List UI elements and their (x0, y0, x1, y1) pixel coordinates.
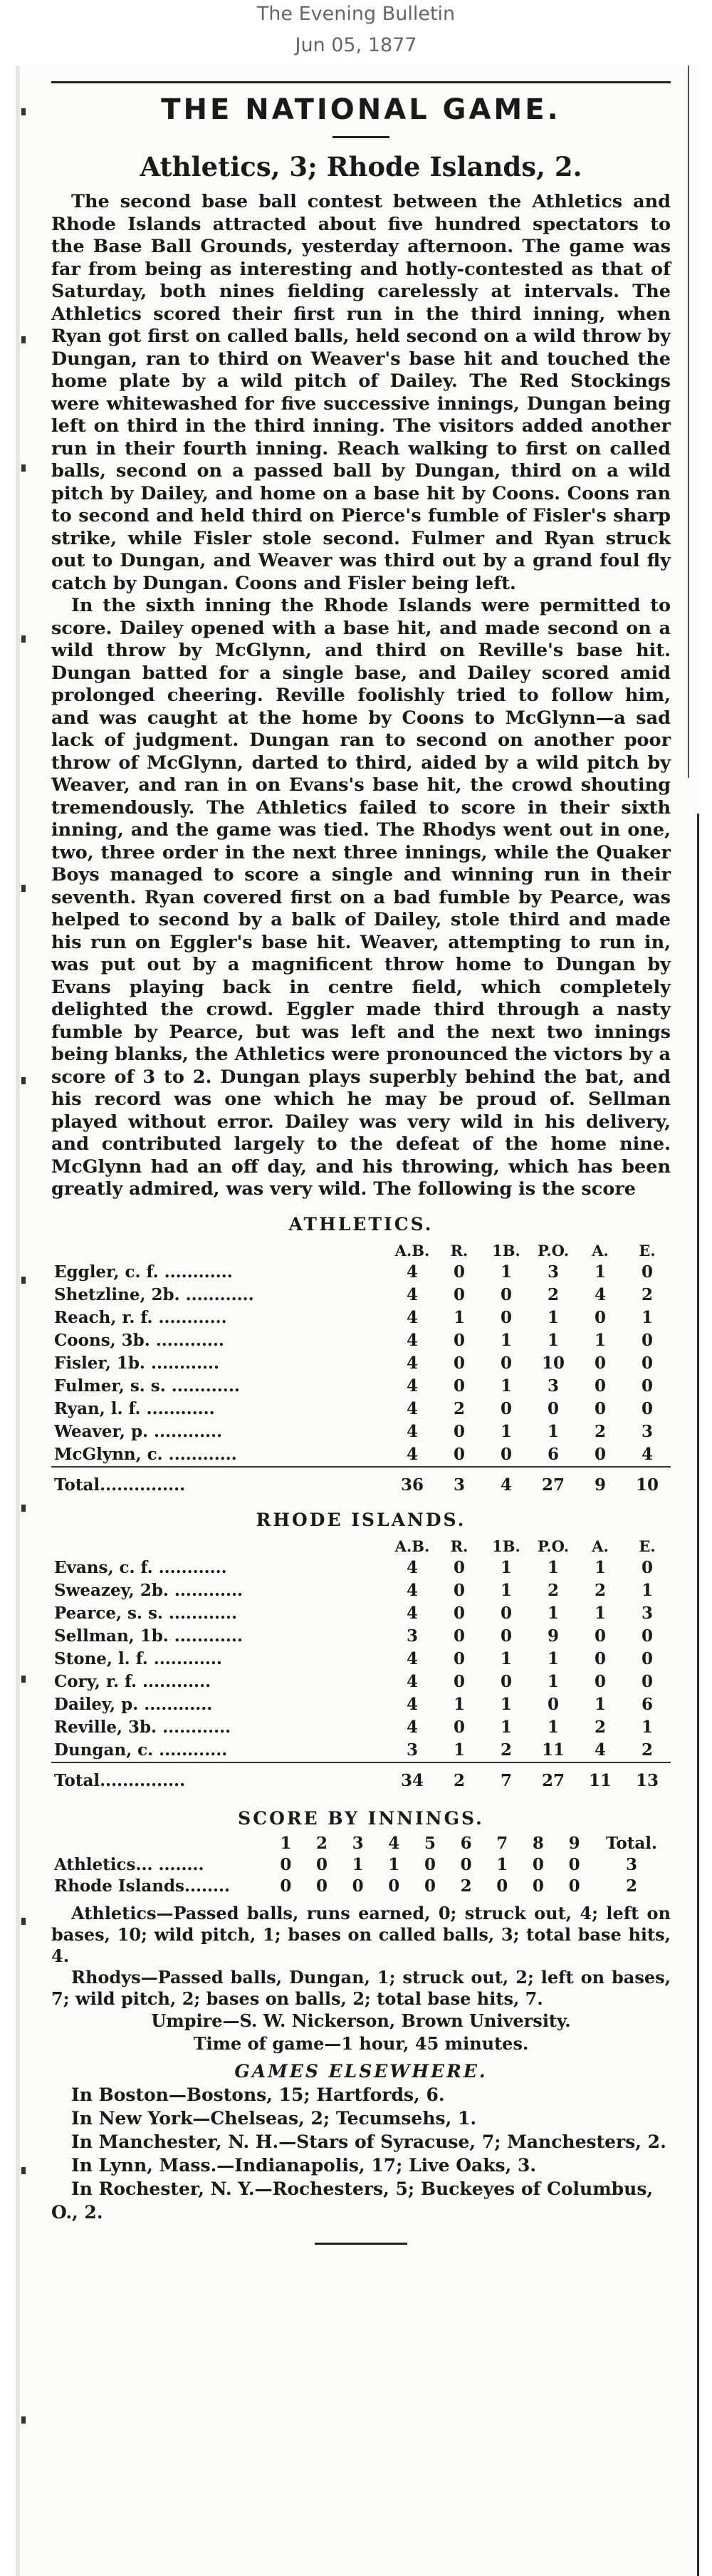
rhode-islands-box-score (51, 1536, 671, 1792)
inning-score: 0 (568, 1876, 580, 1896)
stat-cell: 2 (547, 1580, 559, 1600)
stat-cell: 0 (500, 1307, 512, 1327)
stat-cell: 0 (594, 1353, 606, 1373)
total-cell: 36 (389, 1467, 436, 1497)
stat-cell: 11 (541, 1740, 565, 1760)
stat-cell: 0 (500, 1626, 512, 1646)
col-header: E. (639, 1537, 656, 1555)
player-name: Stone, l. f. ............ (54, 1648, 222, 1668)
stat-cell: 0 (641, 1376, 653, 1396)
stat-cell: 1 (547, 1717, 559, 1737)
player-row (51, 1375, 671, 1398)
total-cell: 27 (530, 1467, 577, 1497)
stat-cell: 0 (453, 1330, 465, 1350)
stat-cell: 0 (453, 1284, 465, 1304)
inning-score: 1 (496, 1854, 508, 1874)
left-margin-shadow (16, 66, 20, 2576)
section-rule (51, 81, 671, 83)
player-row (51, 1716, 671, 1739)
stat-cell: 6 (641, 1694, 653, 1714)
inning-number: 7 (496, 1833, 508, 1853)
player-name: McGlynn, c. ............ (54, 1444, 237, 1464)
inning-number: 6 (460, 1833, 472, 1853)
inning-number: 3 (352, 1833, 364, 1853)
stat-cell: 1 (547, 1330, 559, 1350)
game-result: In Manchester, N. H.—Stars of Syracuse, 7; Manchesters, 2. (71, 2131, 666, 2152)
stat-cell: 1 (547, 1421, 559, 1441)
stat-cell: 4 (406, 1694, 418, 1714)
stat-cell: 1 (641, 1580, 653, 1600)
col-header: E. (639, 1241, 656, 1260)
total-cell: 34 (389, 1762, 436, 1792)
stat-cell: 0 (500, 1603, 512, 1623)
col-header: A. (592, 1241, 609, 1260)
stat-cell: 0 (547, 1694, 559, 1714)
col-header: A. (592, 1537, 609, 1555)
stat-cell: 2 (594, 1717, 606, 1737)
score-by-innings (51, 1833, 671, 1897)
athletics-box-score (51, 1240, 671, 1497)
inning-score: 0 (315, 1876, 328, 1896)
stat-cell: 4 (406, 1284, 418, 1304)
stat-cell: 2 (453, 1398, 465, 1418)
stat-cell: 1 (547, 1671, 559, 1691)
stat-cell: 1 (500, 1717, 512, 1737)
stat-cell: 0 (594, 1376, 606, 1396)
col-header: R. (450, 1537, 468, 1555)
stat-cell: 0 (594, 1398, 606, 1418)
stat-cell: 0 (453, 1421, 465, 1441)
stat-cell: 1 (500, 1376, 512, 1396)
note-paragraph: Athletics—Passed balls, runs earned, 0; struck out, 4; left on bases, 10; wild pitch, 1; bases on called balls, 3; total base hits, 4. (51, 1902, 671, 1966)
note-paragraph: Rhodys—Passed balls, Dungan, 1; struck out, 2; left on bases, 7; wild pitch, 2; bases on balls, 2; total base hits, 7. (51, 1966, 671, 2009)
stat-cell: 1 (594, 1694, 606, 1714)
stat-cell: 0 (500, 1284, 512, 1304)
total-cell: 2 (436, 1762, 483, 1792)
stat-cell: 0 (500, 1444, 512, 1464)
player-row (51, 1352, 671, 1375)
stat-cell: 1 (641, 1717, 653, 1737)
player-row (51, 1739, 671, 1762)
publication-date: Jun 05, 1877 (295, 34, 417, 56)
stat-cell: 3 (406, 1740, 418, 1760)
inning-score: 0 (460, 1854, 472, 1874)
player-row (51, 1602, 671, 1625)
col-header: R. (450, 1241, 468, 1260)
newspaper-clipping (16, 66, 699, 2576)
stat-cell: 2 (641, 1284, 653, 1304)
stat-cell: 4 (406, 1353, 418, 1373)
stat-cell: 1 (547, 1603, 559, 1623)
stat-cell: 0 (641, 1671, 653, 1691)
innings-team: Rhode Islands........ (54, 1876, 231, 1896)
inning-score: 0 (532, 1876, 544, 1896)
stat-cell: 3 (547, 1262, 559, 1282)
stat-cell: 3 (641, 1421, 653, 1441)
column-rule-lower (697, 814, 699, 2576)
total-cell: 13 (624, 1762, 671, 1792)
inning-score: 0 (496, 1876, 508, 1896)
total-cell: 3 (436, 1467, 483, 1497)
stat-cell: 0 (453, 1262, 465, 1282)
stat-cell: 0 (453, 1444, 465, 1464)
col-header: 1B. (492, 1241, 520, 1260)
stat-cell: 1 (547, 1557, 559, 1577)
innings-team: Athletics... ........ (54, 1854, 204, 1874)
total-label: Total............... (51, 1762, 389, 1792)
inning-number: 9 (568, 1833, 580, 1853)
stat-cell: 0 (641, 1330, 653, 1350)
col-header: P.O. (538, 1241, 569, 1260)
stat-cell: 0 (594, 1444, 606, 1464)
innings-spacer (51, 1833, 268, 1854)
stat-cell: 4 (406, 1648, 418, 1668)
stat-cell: 1 (453, 1694, 465, 1714)
player-name: Sweazey, 2b. ............ (54, 1580, 244, 1600)
player-row (51, 1284, 671, 1307)
total-label: Total............... (51, 1467, 389, 1497)
column-rule-upper (688, 66, 689, 778)
total-cell: 11 (577, 1762, 624, 1792)
col-header: 1B. (492, 1537, 520, 1555)
stat-cell: 1 (641, 1307, 653, 1327)
inning-score: 0 (280, 1876, 292, 1896)
stat-cell: 6 (547, 1444, 559, 1464)
stat-cell: 1 (594, 1330, 606, 1350)
game-notes (51, 1903, 671, 2010)
inning-score: 2 (625, 1876, 637, 1896)
stat-cell: 4 (406, 1307, 418, 1327)
stat-cell: 2 (547, 1284, 559, 1304)
stat-cell: 0 (641, 1648, 653, 1668)
stat-cell: 0 (547, 1398, 559, 1418)
player-name: Reach, r. f. ............ (54, 1307, 227, 1327)
stat-cell: 1 (547, 1307, 559, 1327)
stat-cell: 4 (406, 1580, 418, 1600)
stat-cell: 9 (547, 1626, 559, 1646)
inning-score: 0 (352, 1876, 364, 1896)
stat-cell: 1 (453, 1740, 465, 1760)
stat-cell: 0 (641, 1626, 653, 1646)
stat-cell: 4 (406, 1376, 418, 1396)
stat-cell: 1 (500, 1580, 512, 1600)
umpire-line: Umpire—S. W. Nickerson, Brown University. (151, 2010, 571, 2031)
total-cell: 27 (530, 1762, 577, 1792)
stat-cell: 0 (641, 1353, 653, 1373)
innings-row (51, 1854, 671, 1876)
stat-cell: 2 (641, 1740, 653, 1760)
stat-cell: 1 (547, 1648, 559, 1668)
stat-cell: 0 (453, 1648, 465, 1668)
total-row (51, 1762, 671, 1792)
stat-cell: 1 (500, 1557, 512, 1577)
player-row (51, 1421, 671, 1443)
stat-cell: 1 (500, 1648, 512, 1668)
inning-score: 0 (280, 1854, 292, 1874)
athletics-box-title: ATHLETICS. (288, 1213, 434, 1235)
stat-cell: 4 (406, 1557, 418, 1577)
stat-cell: 0 (641, 1398, 653, 1418)
stat-cell: 0 (453, 1580, 465, 1600)
stat-cell: 3 (641, 1603, 653, 1623)
player-row (51, 1579, 671, 1602)
stat-cell: 4 (406, 1330, 418, 1350)
col-header: P.O. (538, 1537, 569, 1555)
player-row (51, 1648, 671, 1671)
games-elsewhere-list (51, 2083, 671, 2224)
player-name: Fisler, 1b. ............ (54, 1353, 220, 1373)
inning-score: 0 (424, 1854, 436, 1874)
player-name: Coons, 3b. ............ (54, 1330, 224, 1350)
games-elsewhere-title: GAMES ELSEWHERE. (234, 2060, 488, 2082)
stat-cell: 0 (453, 1671, 465, 1691)
stat-cell: 2 (594, 1580, 606, 1600)
time-of-game: Time of game—1 hour, 45 minutes. (193, 2032, 529, 2054)
stat-cell: 0 (453, 1557, 465, 1577)
player-row (51, 1307, 671, 1329)
inning-score: 2 (460, 1876, 472, 1896)
stat-cell: 4 (406, 1421, 418, 1441)
innings-row (51, 1876, 671, 1897)
article-paragraph: The second base ball contest between the Athletics and Rhode Islands attracted about five hundred spectators to the Base Ball Grounds, yesterday afternoon. The game was far from being as interesting and hotly-contested as that of Saturday, both nines fielding carelessly at intervals. The Athletics scored their first run in the third inning, when Ryan got first on called balls, held second on a wild throw by Dungan, ran to third on Weaver's base hit and touched the home plate by a wild pitch of Dailey. The Red Stockings were whitewashed for five successive innings, Dungan being left on third in the third inning. The visitors added another run in their fourth inning. Reach walking to first on called balls, second on a passed ball by Dungan, third on a wild pitch by Dailey, and home on a base hit by Coons. Coons ran to second and held third on Pierce's fumble of Fisler's sharp strike, while Fisler stole second. Fulmer and Ryan struck out to Dungan, and Weaver was third out by a grand foul fly catch by Dungan. Coons and Fisler being left. (51, 191, 671, 594)
page-header (0, 0, 712, 66)
headline-rule (333, 136, 389, 138)
stat-cell: 2 (500, 1740, 512, 1760)
stat-cell: 1 (500, 1262, 512, 1282)
stat-cell: 0 (453, 1353, 465, 1373)
article-subhead: Athletics, 3; Rhode Islands, 2. (140, 151, 582, 182)
stat-cell: 0 (500, 1398, 512, 1418)
stat-cell: 0 (641, 1557, 653, 1577)
player-row (51, 1693, 671, 1716)
stat-cell: 0 (453, 1376, 465, 1396)
stat-cell: 1 (594, 1262, 606, 1282)
player-name: Eggler, c. f. ............ (54, 1262, 233, 1282)
innings-title: SCORE BY INNINGS. (238, 1807, 484, 1829)
player-row (51, 1398, 671, 1421)
player-name: Reville, 3b. ............ (54, 1717, 231, 1737)
col-header: A.B. (394, 1537, 430, 1555)
player-name: Pearce, s. s. ............ (54, 1603, 237, 1623)
stat-cell: 0 (641, 1262, 653, 1282)
stat-cell: 1 (500, 1421, 512, 1441)
stat-cell: 0 (594, 1671, 606, 1691)
article-column (51, 66, 671, 2245)
game-result: In Lynn, Mass.—Indianapolis, 17; Live Oaks, 3. (71, 2154, 537, 2176)
article-paragraph: In the sixth inning the Rhode Islands were permitted to score. Dailey opened with a base hit, and made second on a wild throw by McGlynn, and third on Reville's base hit. Dungan batted for a single base, and Dailey scored amid prolonged cheering. Reville foolishly tried to follow him, and was caught at the home by Coons to McGlynn—a sad lack of judgment. Dungan ran to second on another poor throw of McGlynn, darted to third, aided by a wild pitch by Weaver, and ran in on Evans's base hit, the crowd shouting tremendously. The Athletics failed to score in their sixth inning, and the game was tied. The Rhodys went out in one, two, three order in the next three innings, while the Quaker Boys managed to score a single and winning run in their seventh. Ryan covered first on a bad fumble by Pearce, was helped to second by a balk of Dailey, stole third and made his run on Eggler's base hit. Weaver, attempting to run in, was put out by a magnificent throw home to Dungan by Evans playing back in centre field, which completely delighted the crowd. Eggler made third through a nasty fumble by Pearce, but was left and the next two innings being blanks, the Athletics were pronounced the victors by a score of 3 to 2. Dungan plays superbly behind the bat, and his record was one which he may be proud of. Sellman played without error. Dailey was very wild in his delivery, and contributed largely to the defeat of the home nine. McGlynn had an off day, and his throwing, which has been greatly admired, was very wild. The following is the score (51, 595, 671, 1200)
stat-cell: 4 (406, 1671, 418, 1691)
player-row (51, 1625, 671, 1648)
player-name: Ryan, l. f. ............ (54, 1398, 215, 1418)
stat-cell: 1 (594, 1603, 606, 1623)
player-name: Evans, c. f. ............ (54, 1557, 227, 1577)
closing-rule (315, 2243, 407, 2245)
stat-cell: 0 (594, 1626, 606, 1646)
stat-cell: 2 (594, 1421, 606, 1441)
player-name: Weaver, p. ............ (54, 1421, 223, 1441)
player-row (51, 1329, 671, 1352)
inning-number: Total. (605, 1833, 658, 1853)
game-result: In New York—Chelseas, 2; Tecumsehs, 1. (71, 2107, 477, 2129)
game-result: In Boston—Bostons, 15; Hartfords, 6. (71, 2084, 445, 2105)
player-row (51, 1443, 671, 1467)
player-name: Sellman, 1b. ............ (54, 1626, 243, 1646)
total-cell: 4 (483, 1467, 530, 1497)
stat-cell: 4 (406, 1603, 418, 1623)
player-row (51, 1671, 671, 1693)
inning-number: 2 (315, 1833, 328, 1853)
stat-cell: 4 (406, 1717, 418, 1737)
player-name: Dungan, c. ............ (54, 1740, 228, 1760)
stat-cell: 0 (453, 1717, 465, 1737)
stat-cell: 1 (500, 1330, 512, 1350)
inning-score: 3 (625, 1854, 637, 1874)
article-headline: THE NATIONAL GAME. (161, 93, 561, 126)
player-row (51, 1557, 671, 1579)
rhode-islands-box-title: RHODE ISLANDS. (256, 1509, 466, 1530)
player-name: Shetzline, 2b. ............ (54, 1284, 254, 1304)
inning-score: 0 (532, 1854, 544, 1874)
inning-score: 1 (388, 1854, 400, 1874)
inning-number: 5 (424, 1833, 436, 1853)
stat-cell: 4 (641, 1444, 653, 1464)
stat-cell: 0 (500, 1353, 512, 1373)
inning-number: 4 (388, 1833, 400, 1853)
innings-header-row (51, 1833, 671, 1854)
stat-cell: 0 (453, 1626, 465, 1646)
stat-cell: 4 (594, 1284, 606, 1304)
player-row (51, 1261, 671, 1284)
inning-number: 8 (532, 1833, 544, 1853)
total-cell: 9 (577, 1467, 624, 1497)
newspaper-title: The Evening Bulletin (256, 3, 456, 25)
stat-cell: 0 (594, 1307, 606, 1327)
box-header-row (51, 1536, 671, 1557)
stat-cell: 10 (541, 1353, 565, 1373)
stat-cell: 4 (406, 1444, 418, 1464)
stat-cell: 0 (594, 1648, 606, 1668)
stat-cell: 4 (594, 1740, 606, 1760)
stat-cell: 4 (406, 1398, 418, 1418)
article-body (51, 191, 671, 1201)
inning-score: 0 (424, 1876, 436, 1896)
col-header: A.B. (394, 1241, 430, 1260)
box-header-row (51, 1240, 671, 1261)
stat-cell: 3 (406, 1626, 418, 1646)
stat-cell: 1 (594, 1557, 606, 1577)
left-column-fragments (21, 66, 27, 2576)
inning-score: 0 (388, 1876, 400, 1896)
player-name: Fulmer, s. s. ............ (54, 1376, 240, 1396)
stat-cell: 1 (500, 1694, 512, 1714)
player-name: Dailey, p. ............ (54, 1694, 213, 1714)
total-cell: 7 (483, 1762, 530, 1792)
total-row (51, 1467, 671, 1497)
stat-cell: 4 (406, 1262, 418, 1282)
inning-number: 1 (280, 1833, 292, 1853)
inning-score: 0 (568, 1854, 580, 1874)
total-cell: 10 (624, 1467, 671, 1497)
game-result: In Rochester, N. Y.—Rochesters, 5; Buckeyes of Columbus, O., 2. (51, 2178, 654, 2223)
stat-cell: 0 (500, 1671, 512, 1691)
inning-score: 1 (352, 1854, 364, 1874)
stat-cell: 0 (453, 1603, 465, 1623)
inning-score: 0 (315, 1854, 328, 1874)
stat-cell: 3 (547, 1376, 559, 1396)
player-name: Cory, r. f. ............ (54, 1671, 211, 1691)
stat-cell: 1 (453, 1307, 465, 1327)
